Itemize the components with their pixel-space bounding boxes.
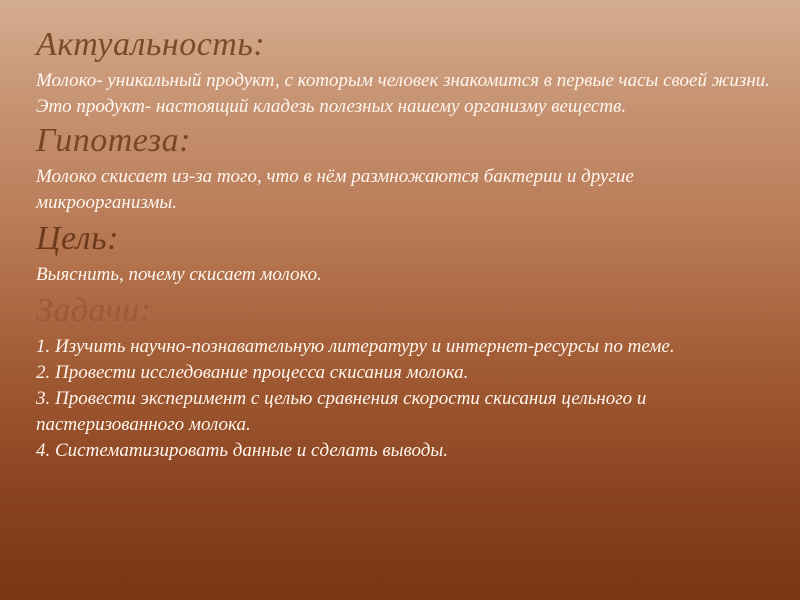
task-item: 4. Систематизировать данные и сделать выводы. [36,440,449,461]
slide-content [36,26,776,464]
task-item: 1. Изучить научно-познавательную литературу и интернет-ресурсы по теме. [36,336,675,357]
hypothesis-heading: Гипотеза: [36,122,191,159]
goal-text: Выяснить, почему скисает молоко. [36,264,322,285]
tasks-list [36,334,776,464]
goal-heading: Цель: [36,220,119,257]
relevance-heading: Актуальность: [36,26,266,63]
task-item: 3. Провести эксперимент с целью сравнения скорости скисания цельного и пастеризованного молока. [36,388,647,435]
relevance-text: Молоко- уникальный продукт, с которым человек знакомится в первые часы своей жизни. Это продукт- настоящий кладезь полезных нашему организму веществ. [36,70,770,117]
tasks-heading: Задачи: [36,292,152,329]
task-item: 2. Провести исследование процесса скисания молока. [36,362,469,383]
hypothesis-text: Молоко скисает из-за того, что в нём размножаются бактерии и другие микроорганизмы. [36,166,634,213]
